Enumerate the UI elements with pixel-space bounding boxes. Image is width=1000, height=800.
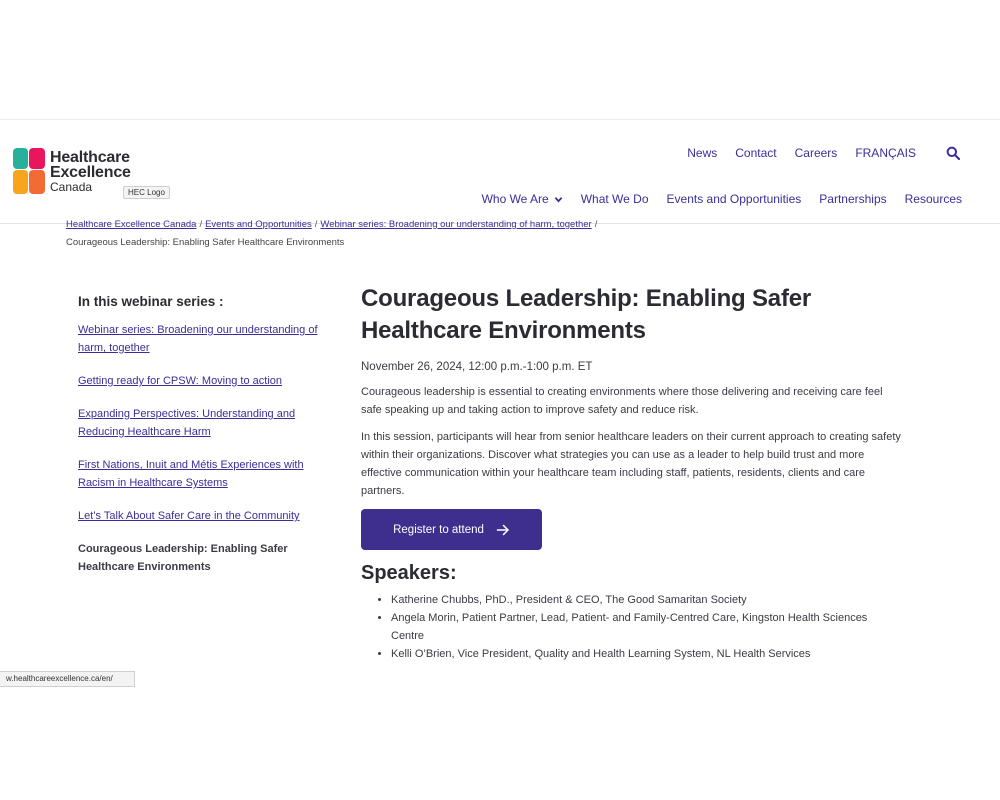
register-button-label: Register to attend	[393, 523, 484, 536]
speaker-item: • Katherine Chubbs, PhD., President & CEO, The Good Samaritan Society	[391, 591, 901, 609]
breadcrumb-separator: /	[314, 219, 318, 230]
logo-wordmark	[50, 150, 131, 195]
sidebar-item-current: Courageous Leadership: Enabling Safer Healthcare Environments	[78, 543, 288, 573]
nav-resources[interactable]: Resources	[904, 192, 962, 206]
sidebar-item	[78, 372, 323, 390]
status-bar-url-text: w.healthcareexcellence.ca/en/	[6, 674, 113, 683]
breadcrumb-separator: /	[594, 219, 598, 230]
description-paragraph-2: In this session, participants will hear from senior healthcare leaders on their current approach to creating safety within their organizations. Discover what strategies you can use as a leader to help build trust and more effective communication within your healthcare team including staff, patients, residents, clients and care partners.	[361, 431, 901, 497]
utility-nav	[687, 146, 960, 160]
sidebar-item	[78, 321, 323, 357]
main-content	[361, 283, 901, 663]
register-button[interactable]	[361, 509, 542, 550]
description-paragraph-1: Courageous leadership is essential to creating environments where those delivering and receiving care feel safe speaking up and taking action to improve safety and reduce risk.	[361, 386, 883, 416]
nav-who-we-are[interactable]	[482, 192, 563, 206]
chevron-down-icon	[554, 195, 563, 204]
sidebar-list	[78, 321, 323, 576]
sidebar-link-expanding[interactable]: Expanding Perspectives: Understanding and Reducing Healthcare Harm	[78, 408, 296, 438]
breadcrumb-link-series[interactable]: Webinar series: Broadening our understanding of harm, together	[320, 219, 592, 230]
sidebar-item	[78, 507, 323, 525]
status-bar-url	[0, 671, 135, 687]
arrow-right-icon	[496, 523, 510, 537]
speaker-item: • Angela Morin, Patient Partner, Lead, Patient- and Family-Centred Care, Kingston Health Sciences Centre	[391, 609, 901, 645]
sidebar-item	[78, 456, 323, 492]
search-icon[interactable]	[946, 146, 960, 160]
breadcrumb-current: Courageous Leadership: Enabling Safer Healthcare Environments	[66, 237, 345, 248]
nav-contact[interactable]: Contact	[735, 146, 777, 160]
breadcrumb-separator: /	[199, 219, 203, 230]
speakers-heading: Speakers:	[361, 562, 457, 584]
speaker-item: • Kelli O’Brien, Vice President, Quality and Health Learning System, NL Health Services	[391, 645, 901, 663]
sidebar-item	[78, 405, 323, 441]
logo-tooltip: HEC Logo	[123, 186, 170, 199]
speakers-list	[361, 591, 901, 663]
page-title: Courageous Leadership: Enabling Safer Healthcare Environments	[361, 285, 812, 344]
nav-what-we-do[interactable]: What We Do	[580, 192, 649, 206]
site-header	[0, 119, 1000, 224]
nav-partnerships[interactable]: Partnerships	[819, 192, 887, 206]
logo-line-3: Canada	[50, 180, 93, 194]
logo-line-2: Excellence	[50, 164, 131, 181]
main-nav	[482, 192, 962, 206]
sidebar-link-series[interactable]: Webinar series: Broadening our understanding of harm, together	[78, 324, 318, 354]
sidebar-heading: In this webinar series :	[78, 294, 224, 309]
nav-news[interactable]: News	[687, 146, 718, 160]
sidebar-link-cpsw[interactable]: Getting ready for CPSW: Moving to action	[78, 375, 282, 387]
logo-mark-icon	[13, 148, 45, 194]
event-date: November 26, 2024, 12:00 p.m.-1:00 p.m. ET	[361, 361, 593, 373]
sidebar-link-first-nations[interactable]: First Nations, Inuit and Métis Experiences with Racism in Healthcare Systems	[78, 459, 304, 489]
breadcrumb	[66, 219, 600, 248]
hec-logo[interactable]	[13, 148, 173, 198]
breadcrumb-link-home[interactable]: Healthcare Excellence Canada	[66, 219, 197, 230]
nav-events[interactable]: Events and Opportunities	[666, 192, 802, 206]
logo-line-1: Healthcare	[50, 149, 130, 166]
nav-careers[interactable]: Careers	[794, 146, 838, 160]
sidebar-link-safer-care[interactable]: Let’s Talk About Safer Care in the Community	[78, 510, 300, 522]
webinar-series-sidebar	[78, 294, 323, 591]
nav-francais[interactable]: FRANÇAIS	[855, 146, 916, 160]
nav-who-we-are-label: Who We Are	[481, 192, 549, 206]
breadcrumb-link-events[interactable]: Events and Opportunities	[205, 219, 312, 230]
